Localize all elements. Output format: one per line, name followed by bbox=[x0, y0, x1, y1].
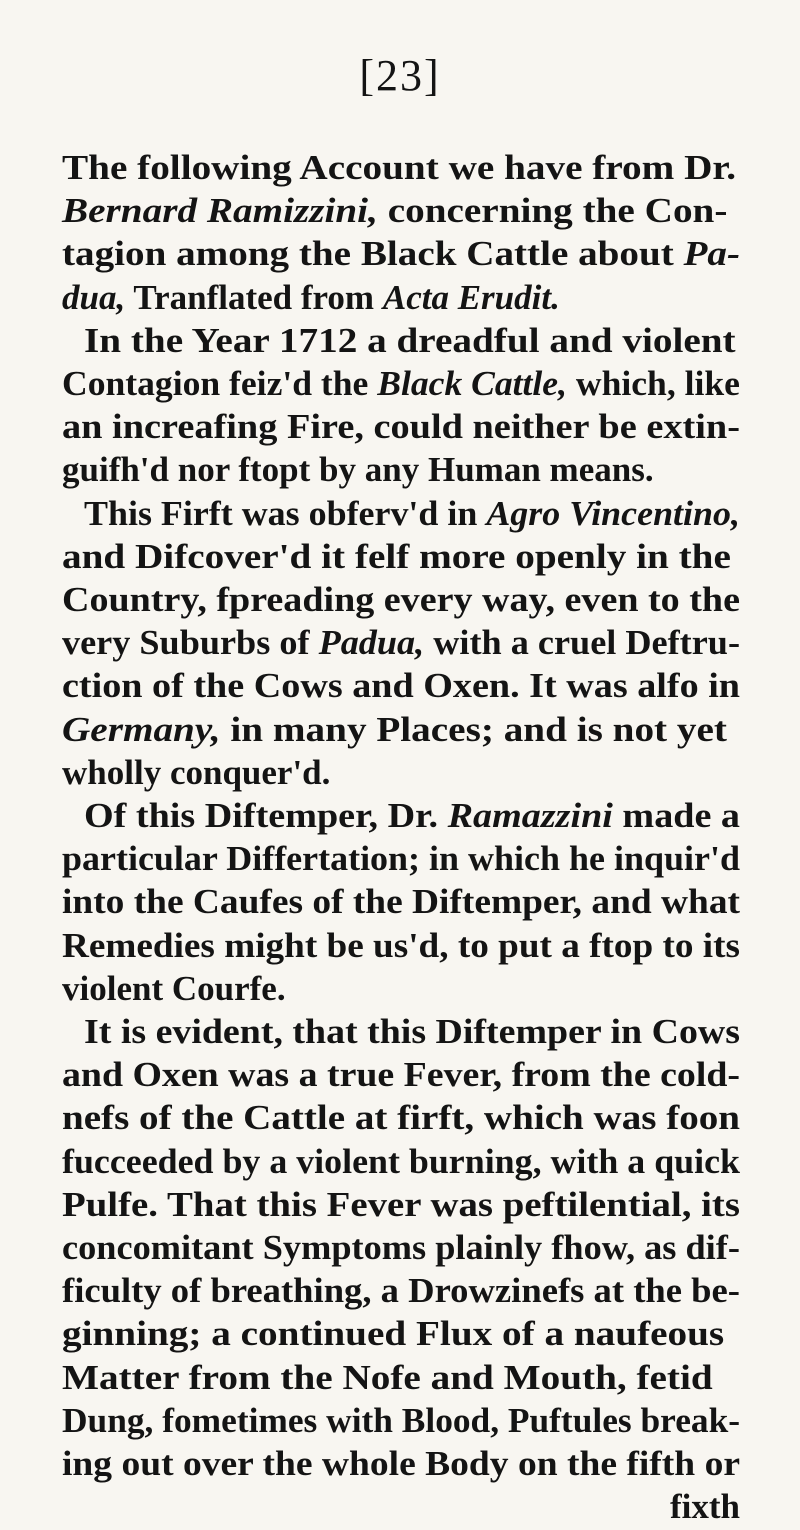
text-run: into the Caufes of the Diftemper, and what bbox=[62, 882, 740, 922]
text-run: Pulfe. That this Fever was peftilential, its bbox=[62, 1184, 740, 1224]
text-line bbox=[62, 231, 741, 277]
line-content bbox=[62, 231, 740, 277]
text-line bbox=[62, 836, 740, 882]
italic-text: Pa- bbox=[683, 234, 741, 274]
text-run: fucceeded by a violent burning, with a quick bbox=[62, 1141, 740, 1181]
text-run: with a cruel Deftru- bbox=[424, 623, 741, 663]
text-line bbox=[62, 1095, 741, 1141]
text-run: violent Courfe. bbox=[62, 968, 286, 1008]
line-content bbox=[62, 1139, 740, 1185]
line-content bbox=[62, 1355, 713, 1401]
text-line bbox=[62, 966, 286, 1012]
text-run: and Oxen was a true Fever, from the cold- bbox=[62, 1055, 740, 1095]
text-run: which, like bbox=[566, 364, 740, 403]
text-line bbox=[62, 534, 731, 580]
line-content bbox=[62, 577, 740, 623]
line-content bbox=[84, 491, 740, 537]
line-content bbox=[62, 750, 330, 796]
text-line bbox=[62, 577, 740, 623]
line-content bbox=[62, 361, 740, 407]
text-line bbox=[84, 1009, 741, 1055]
line-content bbox=[62, 1311, 724, 1357]
text-run: very Suburbs of bbox=[62, 623, 319, 663]
line-content bbox=[62, 1052, 740, 1098]
text-run: In the Year 1712 a dreadful and violent bbox=[84, 320, 736, 360]
line-content bbox=[84, 793, 740, 839]
text-line bbox=[62, 663, 741, 709]
text-line bbox=[84, 318, 736, 364]
text-line bbox=[62, 879, 740, 925]
text-run: Dung, fometimes with Blood, Puftules break- bbox=[62, 1400, 741, 1440]
text-run: ction of the Cows and Oxen. It was alfo in bbox=[62, 666, 741, 706]
text-run: Of this Diftemper, Dr. bbox=[84, 796, 448, 835]
text-run: ing out over the whole Body on the fifth or bbox=[62, 1444, 740, 1483]
text-line bbox=[62, 707, 727, 753]
text-line bbox=[62, 1268, 740, 1314]
line-content bbox=[62, 1441, 740, 1487]
text-line bbox=[62, 145, 737, 191]
text-line bbox=[62, 275, 560, 321]
italic-text: Padua, bbox=[318, 623, 425, 663]
line-content bbox=[62, 1268, 740, 1314]
text-run: ficulty of breathing, a Drowzinefs at the be- bbox=[62, 1271, 740, 1311]
text-line bbox=[62, 404, 740, 450]
text-run: nefs of the Cattle at firft, which was foon bbox=[62, 1098, 741, 1138]
italic-text: Agro Vincentino, bbox=[486, 493, 740, 533]
text-run: particular Differtation; in which he inquir'd bbox=[62, 839, 740, 879]
text-line bbox=[62, 1441, 740, 1487]
text-line bbox=[62, 1052, 740, 1098]
line-content bbox=[62, 275, 560, 321]
text-run: wholly conquer'd. bbox=[62, 752, 331, 792]
text-run: guifh'd nor ftopt by any Human means. bbox=[62, 450, 654, 490]
line-content bbox=[62, 836, 740, 882]
text-line bbox=[62, 620, 741, 666]
line-content bbox=[62, 663, 740, 709]
italic-text: Ramazzini bbox=[447, 796, 613, 835]
line-content bbox=[62, 879, 740, 925]
line-content bbox=[62, 1225, 740, 1271]
line-content bbox=[84, 1009, 740, 1055]
italic-text: Black Cattle, bbox=[377, 364, 567, 403]
text-run: Country, fpreading every way, even to the bbox=[62, 580, 740, 619]
text-run: and Difcover'd it felf more openly in the bbox=[62, 536, 731, 576]
line-content bbox=[62, 1398, 740, 1444]
text-line bbox=[62, 1355, 713, 1401]
line-content bbox=[62, 188, 727, 234]
text-run: concerning the Con- bbox=[377, 191, 728, 231]
text-run: an increafing Fire, could neither be extin- bbox=[62, 407, 740, 447]
line-content bbox=[62, 1095, 740, 1141]
italic-text: Germany, bbox=[62, 709, 221, 749]
text-line bbox=[62, 361, 740, 407]
line-content bbox=[62, 620, 740, 666]
text-run: Tranflated from bbox=[125, 277, 383, 317]
text-run: The following Account we have from Dr. bbox=[62, 148, 737, 187]
text-run: Matter from the Nofe and Mouth, fetid bbox=[62, 1357, 713, 1397]
text-line bbox=[62, 1182, 740, 1228]
text-run: ginning; a continued Flux of a naufeous bbox=[62, 1314, 725, 1354]
italic-text: dua, bbox=[62, 277, 126, 317]
text-line bbox=[62, 1139, 740, 1185]
line-content bbox=[62, 404, 740, 450]
text-line bbox=[62, 1398, 741, 1444]
text-run: in many Places; and is not yet bbox=[220, 709, 727, 749]
line-content bbox=[62, 447, 654, 493]
catchword: fixth bbox=[670, 1487, 740, 1527]
italic-text: Bernard Ramizzini, bbox=[62, 191, 378, 231]
text-run: Contagion feiz'd the bbox=[62, 364, 378, 403]
line-content bbox=[62, 707, 727, 753]
line-content bbox=[84, 318, 736, 364]
text-run: concomitant Symptoms plainly fhow, as dif- bbox=[62, 1228, 740, 1267]
text-run: Remedies might be us'd, to put a ftop to its bbox=[62, 925, 740, 965]
text-line bbox=[62, 447, 654, 493]
text-run: tagion among the Black Cattle about bbox=[62, 234, 684, 274]
text-line bbox=[84, 793, 740, 839]
line-content bbox=[62, 923, 740, 969]
text-line bbox=[62, 188, 728, 234]
line-content bbox=[62, 966, 286, 1012]
text-run: This Firft was obferv'd in bbox=[84, 493, 487, 533]
text-run: made a bbox=[612, 796, 740, 835]
line-content bbox=[62, 534, 731, 580]
line-content bbox=[62, 145, 736, 191]
italic-text: Acta Erudit. bbox=[382, 277, 560, 317]
text-line bbox=[62, 1225, 740, 1271]
line-content bbox=[62, 1182, 740, 1228]
text-line bbox=[62, 1311, 725, 1357]
text-line bbox=[62, 750, 330, 796]
text-line bbox=[62, 923, 740, 969]
text-run: It is evident, that this Diftemper in Cows bbox=[84, 1012, 741, 1051]
text-line bbox=[84, 491, 740, 537]
page-number: [23] bbox=[359, 51, 441, 100]
